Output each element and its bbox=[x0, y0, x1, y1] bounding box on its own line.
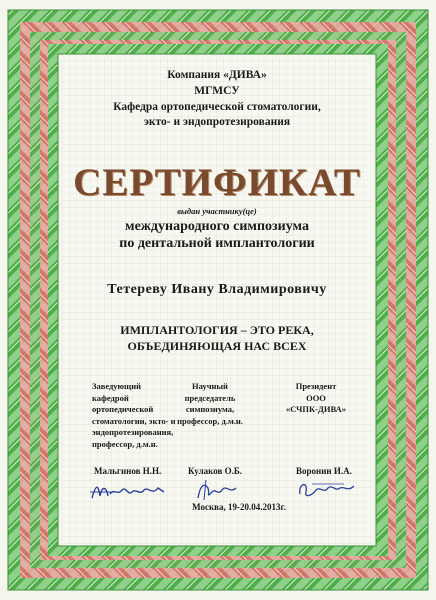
recipient-name: Тетереву Ивану Владимировичу bbox=[107, 282, 327, 297]
university-name: МГМСУ bbox=[194, 85, 240, 97]
signatory-1-name: Мальгинов Н.Н. bbox=[94, 466, 162, 476]
signature-1-image bbox=[88, 480, 168, 502]
department-line-1: Кафедра ортопедической стоматологии, bbox=[113, 101, 321, 113]
signatory-1-position: Заведующий кафедрой ортопедической стоматологии, экто- и эндопротезирования, профессор, д.м.н. bbox=[92, 381, 176, 449]
department-line-2: экто- и эндопротезирования bbox=[143, 116, 291, 128]
company-name: Компания «ДИВА» bbox=[167, 69, 267, 81]
signature-3-image bbox=[294, 478, 358, 500]
issued-to-label: выдан участнику(це) bbox=[177, 206, 257, 216]
theme-line-1: ИМПЛАНТОЛОГИЯ – ЭТО РЕКА, bbox=[120, 323, 314, 337]
signatory-2-position: Научный председатель симпозиума, профессор, д.м.н. bbox=[177, 381, 243, 426]
place-and-date: Москва, 19-20.04.2013г. bbox=[192, 502, 286, 512]
signature-2-image bbox=[192, 478, 242, 502]
signatory-2-name: Кулаков О.Б. bbox=[188, 466, 243, 476]
signatory-3-name: Воронин И.А. bbox=[296, 466, 352, 476]
signatory-3-position: Президент ООО «СЧПК-ДИВА» bbox=[285, 381, 346, 414]
event-line-2: по дентальной имплантологии bbox=[119, 236, 315, 251]
certificate-title: СЕРТИФИКАТ bbox=[73, 161, 361, 204]
theme-line-2: ОБЪЕДИНЯЮЩАЯ НАС ВСЕХ bbox=[127, 339, 307, 353]
event-line-1: международного симпозиума bbox=[125, 219, 309, 234]
